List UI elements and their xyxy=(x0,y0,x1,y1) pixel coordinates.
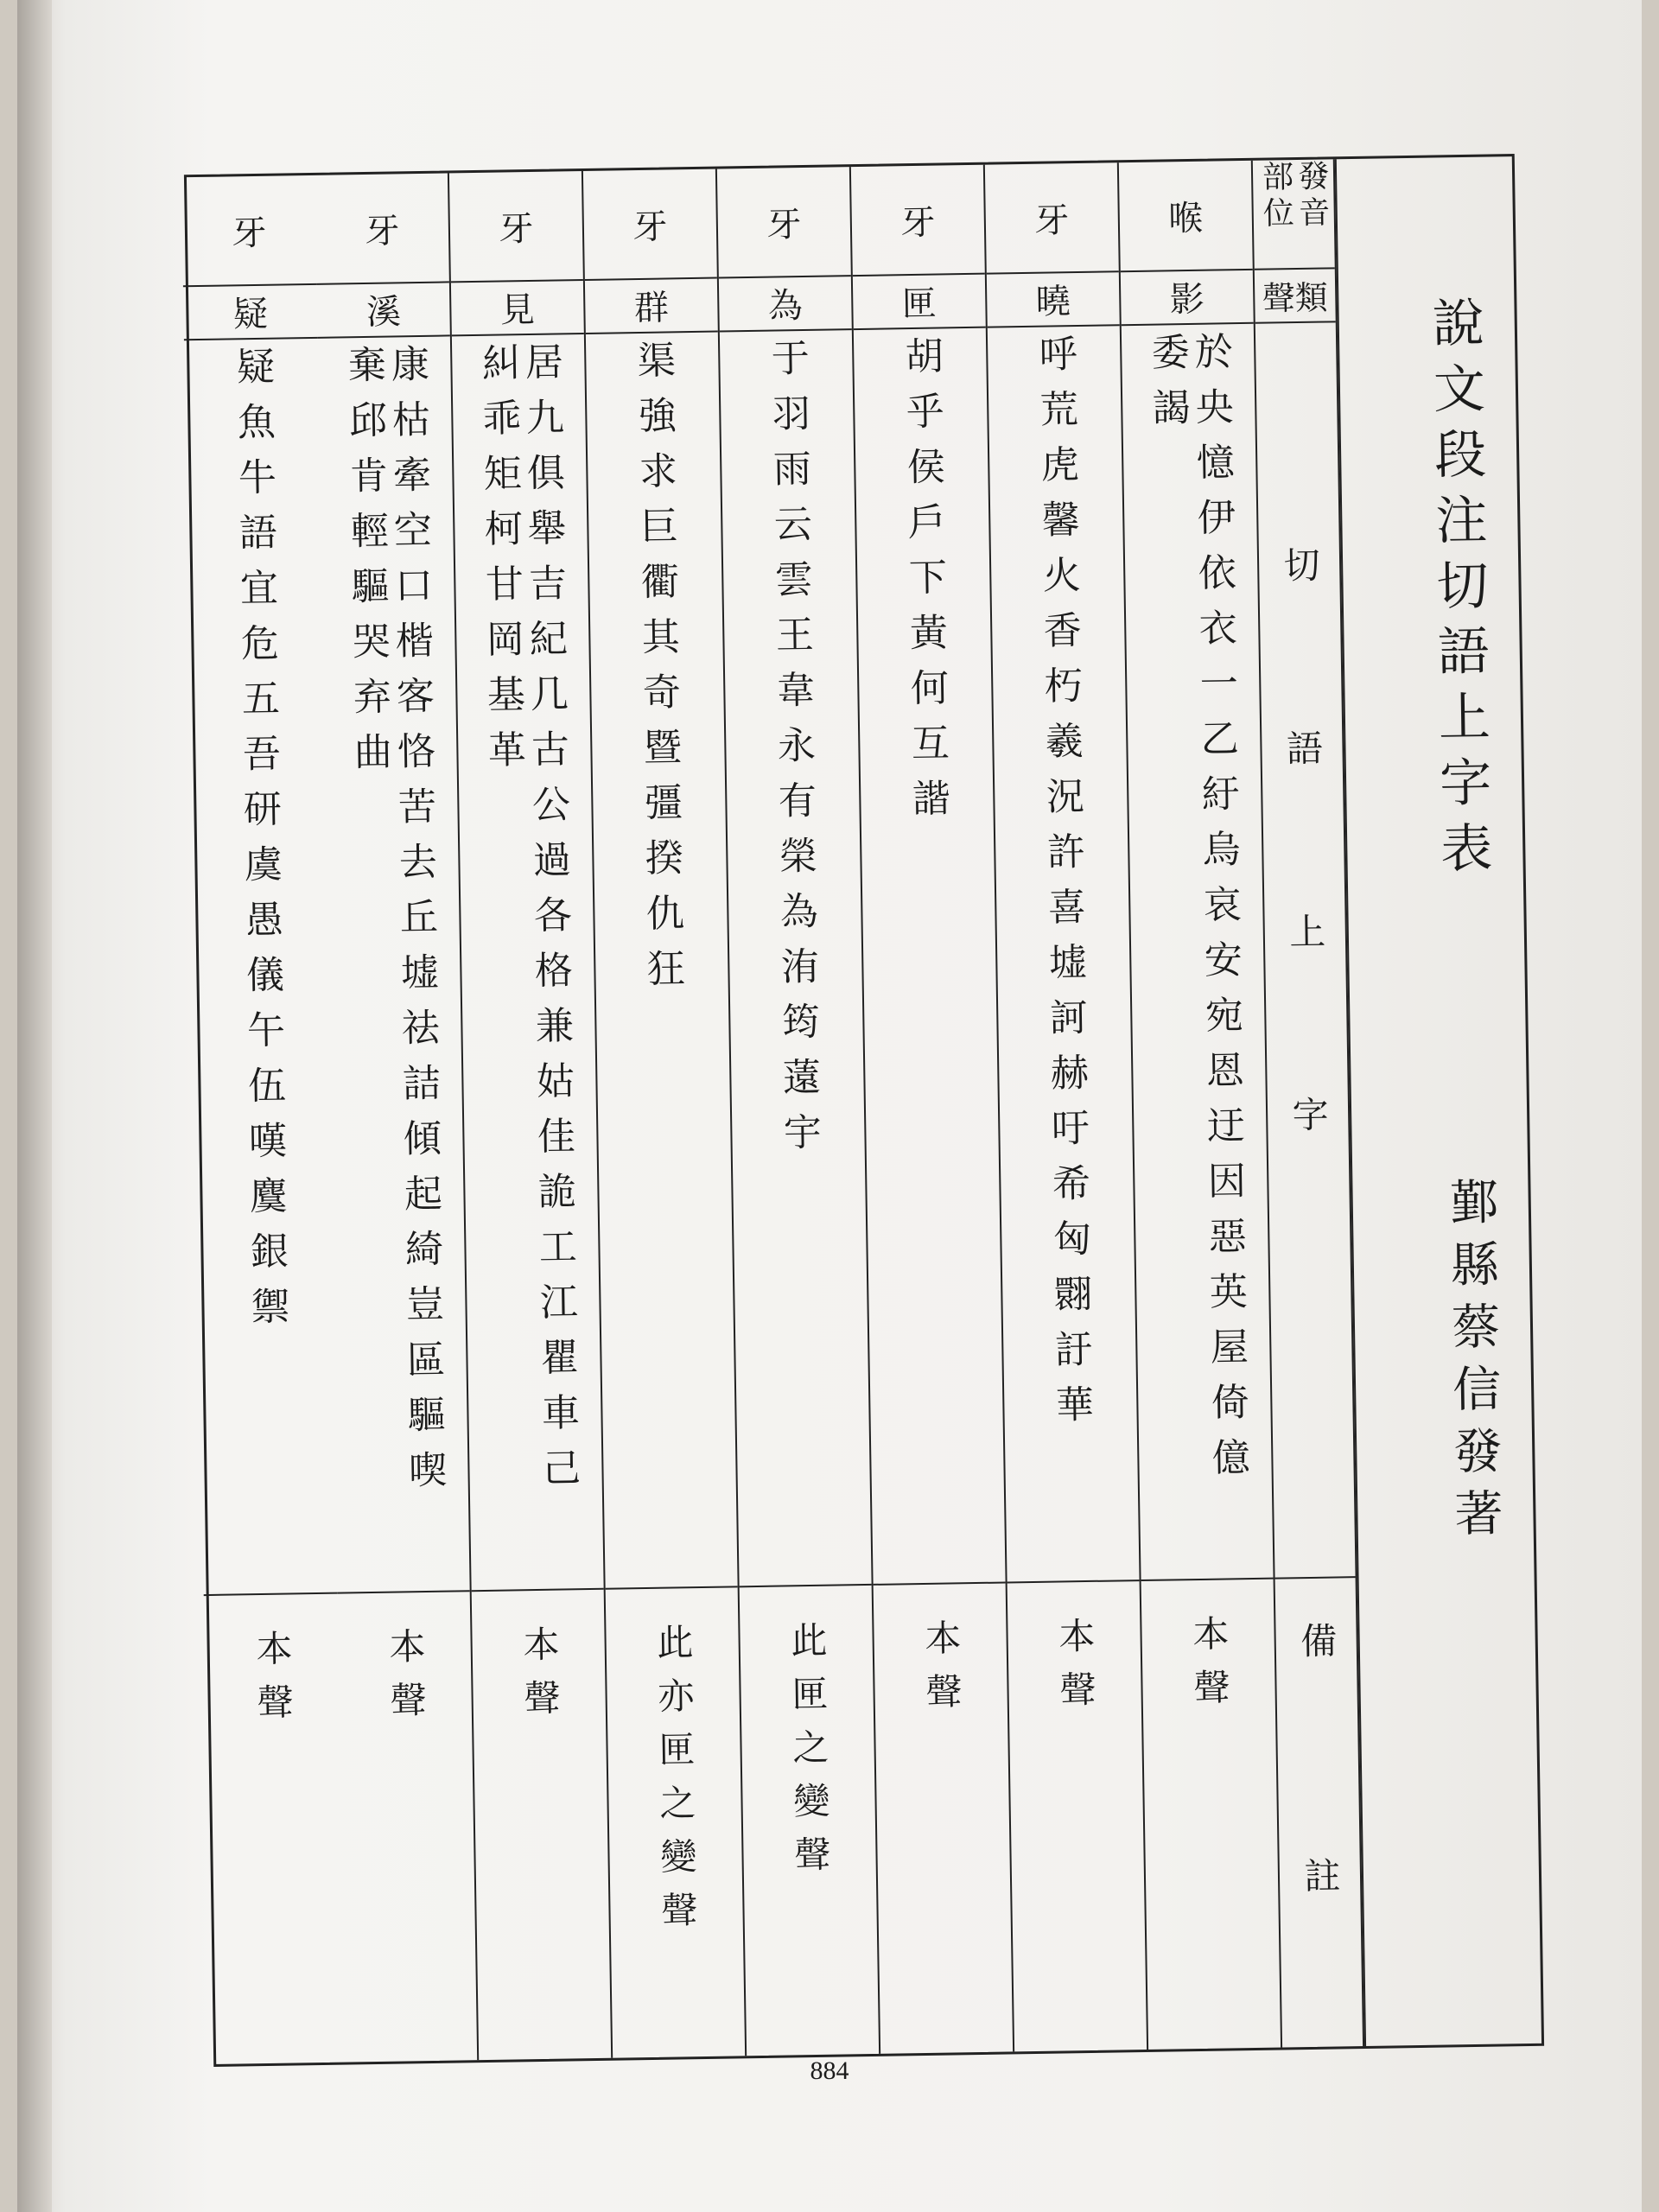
note-cell xyxy=(204,1594,345,2064)
fanqie-chars-cell xyxy=(854,327,1006,1586)
articulation-position: 牙 xyxy=(449,171,583,283)
notes-label-char: 註 xyxy=(1299,1856,1342,1894)
note-text: 此匣之變聲 xyxy=(785,1620,832,1890)
fanqie-chars-line: 居九俱舉吉紀几古公過各格兼姑佳詭工江瞿車己 xyxy=(518,341,581,1504)
title-column xyxy=(1335,156,1541,2046)
fanqie-chars-cell xyxy=(184,337,338,1596)
note-cell xyxy=(1007,1581,1147,2051)
position-label: 發音部位 xyxy=(1257,159,1330,233)
articulation-position: 牙 xyxy=(315,173,449,284)
articulation-position: 牙 xyxy=(181,175,317,287)
sound-class: 匣 xyxy=(853,273,986,330)
sound-class: 群 xyxy=(585,277,718,334)
fanqie-chars-line: 委謁 xyxy=(1144,331,1191,443)
note-text: 本聲 xyxy=(1053,1616,1097,1725)
note-text: 此亦匣之變聲 xyxy=(652,1623,699,1945)
chars-label-char: 切 xyxy=(1278,545,1321,583)
note-text: 本聲 xyxy=(919,1618,963,1727)
sound-class: 見 xyxy=(451,279,584,336)
articulation-position: 喉 xyxy=(1119,161,1253,272)
fanqie-chars-line: 于羽雨云雲王韋永有榮為洧筠薳宇 xyxy=(764,337,822,1168)
sound-class: 溪 xyxy=(317,281,450,338)
sound-label: 聲類 xyxy=(1262,277,1329,318)
fanqie-chars-cell xyxy=(720,328,872,1587)
fanqie-chars-line: 呼荒虎馨火香朽羲況許喜墟訶赫吁希匈翾訏華 xyxy=(1032,334,1094,1440)
book-page xyxy=(17,0,1642,2212)
fanqie-chars-cell xyxy=(452,333,604,1592)
note-cell xyxy=(1141,1580,1281,2050)
fanqie-chars-cell xyxy=(1122,322,1274,1581)
fanqie-chars-line: 於央憶伊依衣一乙紆烏哀安宛恩迂因惡英屋倚億 xyxy=(1187,331,1250,1493)
articulation-position: 牙 xyxy=(985,162,1119,274)
note-text: 本聲 xyxy=(384,1627,429,1735)
fanqie-chars-line: 棄邱肯輕驅哭弃曲 xyxy=(340,344,392,788)
fanqie-chars-line: 胡乎侯戶下黃何互諧 xyxy=(898,335,950,835)
chars-label-char: 語 xyxy=(1281,728,1325,766)
page-gutter xyxy=(17,0,52,2212)
author-line: 鄞縣蔡信發著 xyxy=(1441,1176,1504,1551)
note-text: 本聲 xyxy=(251,1629,296,1738)
chars-label-char: 上 xyxy=(1283,912,1327,950)
articulation-position: 牙 xyxy=(717,167,851,278)
note-cell xyxy=(740,1586,879,2056)
fanqie-chars-cell xyxy=(586,331,738,1590)
sound-class: 曉 xyxy=(987,270,1120,327)
fanqie-chars-line: 渠強求巨衢其奇暨彊揆仇狂 xyxy=(630,340,685,1005)
fanqie-chars-line: 糾乖矩柯甘岡基革 xyxy=(474,342,526,785)
position-label-cell xyxy=(1253,159,1335,270)
note-cell xyxy=(874,1583,1013,2053)
notes-label-cell xyxy=(1275,1578,1363,2047)
fanqie-chars-cell xyxy=(988,324,1140,1583)
articulation-position: 牙 xyxy=(851,165,985,276)
sound-class: 為 xyxy=(719,275,852,332)
fanqie-chars-cell xyxy=(318,334,470,1593)
sound-label-cell xyxy=(1255,267,1336,323)
page-number: 884 xyxy=(810,2056,849,2085)
sound-class: 影 xyxy=(1121,269,1254,326)
note-cell xyxy=(472,1590,611,2060)
sound-class: 疑 xyxy=(183,283,318,340)
fanqie-chars-line: 康枯牽空口楷客恪苦去丘墟祛詰傾起綺豈區驅喫 xyxy=(384,343,447,1506)
fanqie-chars-line: 疑魚牛語宜危五吾研虞愚儀午伍嘆麌銀禦 xyxy=(229,346,289,1343)
note-text: 本聲 xyxy=(518,1624,563,1733)
note-cell xyxy=(338,1592,477,2062)
articulation-position: 牙 xyxy=(583,169,717,281)
note-cell xyxy=(606,1587,745,2057)
note-text: 本聲 xyxy=(1187,1614,1231,1723)
notes-label-char: 備 xyxy=(1294,1621,1338,1659)
chars-label-char: 字 xyxy=(1287,1095,1330,1133)
syllable-table xyxy=(184,154,1544,2067)
page-title: 說文段注切語上字表 xyxy=(1423,295,1494,887)
